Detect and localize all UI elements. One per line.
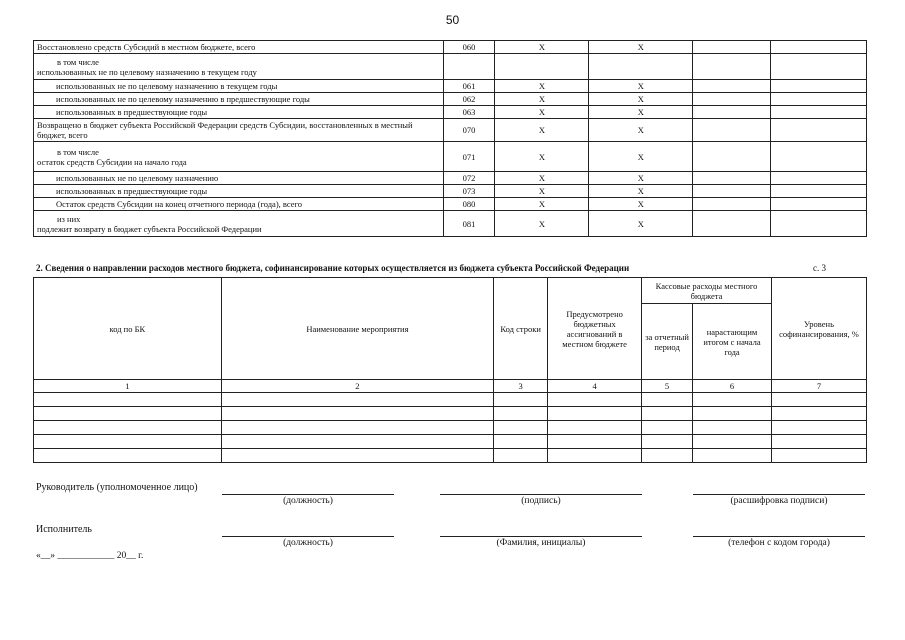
cell-c2: X <box>589 185 693 198</box>
cell-c2: X <box>589 198 693 211</box>
table1-row <box>34 106 867 119</box>
head-position-caption: (должность) <box>283 496 333 506</box>
cell-c1: X <box>495 93 589 106</box>
table1-row <box>34 80 867 93</box>
row-label: использованных в предшествующие годы <box>34 106 444 119</box>
cell-code: 072 <box>443 172 495 185</box>
cell-c1: X <box>495 185 589 198</box>
returns-table <box>33 40 867 237</box>
row-label: в том числе использованных не по целевому назначению в текущем году <box>34 54 444 80</box>
cell-code: 071 <box>443 142 495 172</box>
cell-code: 073 <box>443 185 495 198</box>
row-label: Возвращено в бюджет субъекта Российской Федерации средств Субсидии, восстановленных в местный бюджет, всего <box>34 119 444 142</box>
cell-code: 081 <box>443 211 495 237</box>
cell-code: 080 <box>443 198 495 211</box>
cell-c1: X <box>495 142 589 172</box>
cell-c1: X <box>495 41 589 54</box>
cell-c2: X <box>589 80 693 93</box>
header-cumulative: нарастающим итогом с начала года <box>693 304 772 380</box>
row-label: Восстановлено средств Субсидий в местном бюджете, всего <box>34 41 444 54</box>
column-number: 6 <box>693 380 772 393</box>
cell-c2: X <box>589 172 693 185</box>
column-number: 2 <box>221 380 494 393</box>
cell-c2 <box>589 54 693 80</box>
column-number: 3 <box>494 380 548 393</box>
row-label: использованных не по целевому назначению <box>34 172 444 185</box>
row-label: использованных не по целевому назначению в предшествующие годы <box>34 93 444 106</box>
header-kbk: код по БК <box>34 278 222 380</box>
table1-row <box>34 211 867 237</box>
section-2-title: 2. Сведения о направлении расходов местного бюджета, софинансирование которых осуществляется из бюджета субъекта Российской Федерации <box>36 263 630 273</box>
header-level: Уровень софинансирования, % <box>771 278 866 380</box>
header-period: за отчетный период <box>642 304 693 380</box>
cell-c2: X <box>589 119 693 142</box>
column-number: 7 <box>771 380 866 393</box>
expenses-table <box>33 277 867 463</box>
cell-c2: X <box>589 41 693 54</box>
exec-phone-caption: (телефон с кодом города) <box>728 538 830 548</box>
cell-c1: X <box>495 211 589 237</box>
table1-row <box>34 172 867 185</box>
head-decoding-caption: (расшифровка подписи) <box>730 496 828 506</box>
table1-row <box>34 119 867 142</box>
header-name: Наименование мероприятия <box>221 278 494 380</box>
table1-row <box>34 185 867 198</box>
page-number: 50 <box>445 13 460 27</box>
cell-code <box>443 54 495 80</box>
cell-c1: X <box>495 106 589 119</box>
header-code: Код строки <box>494 278 548 380</box>
row-label: из них подлежит возврату в бюджет субъекта Российской Федерации <box>34 211 444 237</box>
column-number: 5 <box>642 380 693 393</box>
cell-code: 060 <box>443 41 495 54</box>
executor-label: Исполнитель <box>36 524 92 535</box>
table1-row <box>34 142 867 172</box>
page-ref: с. 3 <box>813 263 826 273</box>
cell-c2: X <box>589 211 693 237</box>
column-number: 4 <box>548 380 642 393</box>
table1-row <box>34 93 867 106</box>
cell-code: 061 <box>443 80 495 93</box>
row-label: использованных в предшествующие годы <box>34 185 444 198</box>
row-label: в том числе остаток средств Субсидии на начало года <box>34 142 444 172</box>
exec-position-caption: (должность) <box>283 538 333 548</box>
header-cash-group: Кассовые расходы местного бюджета <box>642 278 772 304</box>
table1-row <box>34 41 867 54</box>
cell-c1 <box>495 54 589 80</box>
table1-row <box>34 198 867 211</box>
cell-code: 070 <box>443 119 495 142</box>
cell-code: 062 <box>443 93 495 106</box>
head-signature-caption: (подпись) <box>521 496 561 506</box>
exec-name-caption: (Фамилия, инициалы) <box>496 538 586 548</box>
head-label: Руководитель (уполномоченное лицо) <box>36 482 198 493</box>
column-number: 1 <box>34 380 222 393</box>
cell-code: 063 <box>443 106 495 119</box>
cell-c1: X <box>495 172 589 185</box>
header-planned: Предусмотрено бюджетных ассигнований в местном бюджете <box>548 278 642 380</box>
cell-c1: X <box>495 80 589 93</box>
cell-c2: X <box>589 106 693 119</box>
cell-c2: X <box>589 93 693 106</box>
row-label: использованных не по целевому назначению в текущем годы <box>34 80 444 93</box>
cell-c2: X <box>589 142 693 172</box>
cell-c1: X <box>495 119 589 142</box>
cell-c1: X <box>495 198 589 211</box>
date-line: «__» ____________ 20__ г. <box>36 551 144 561</box>
table1-row <box>34 54 867 80</box>
row-label: Остаток средств Субсидии на конец отчетного периода (года), всего <box>34 198 444 211</box>
